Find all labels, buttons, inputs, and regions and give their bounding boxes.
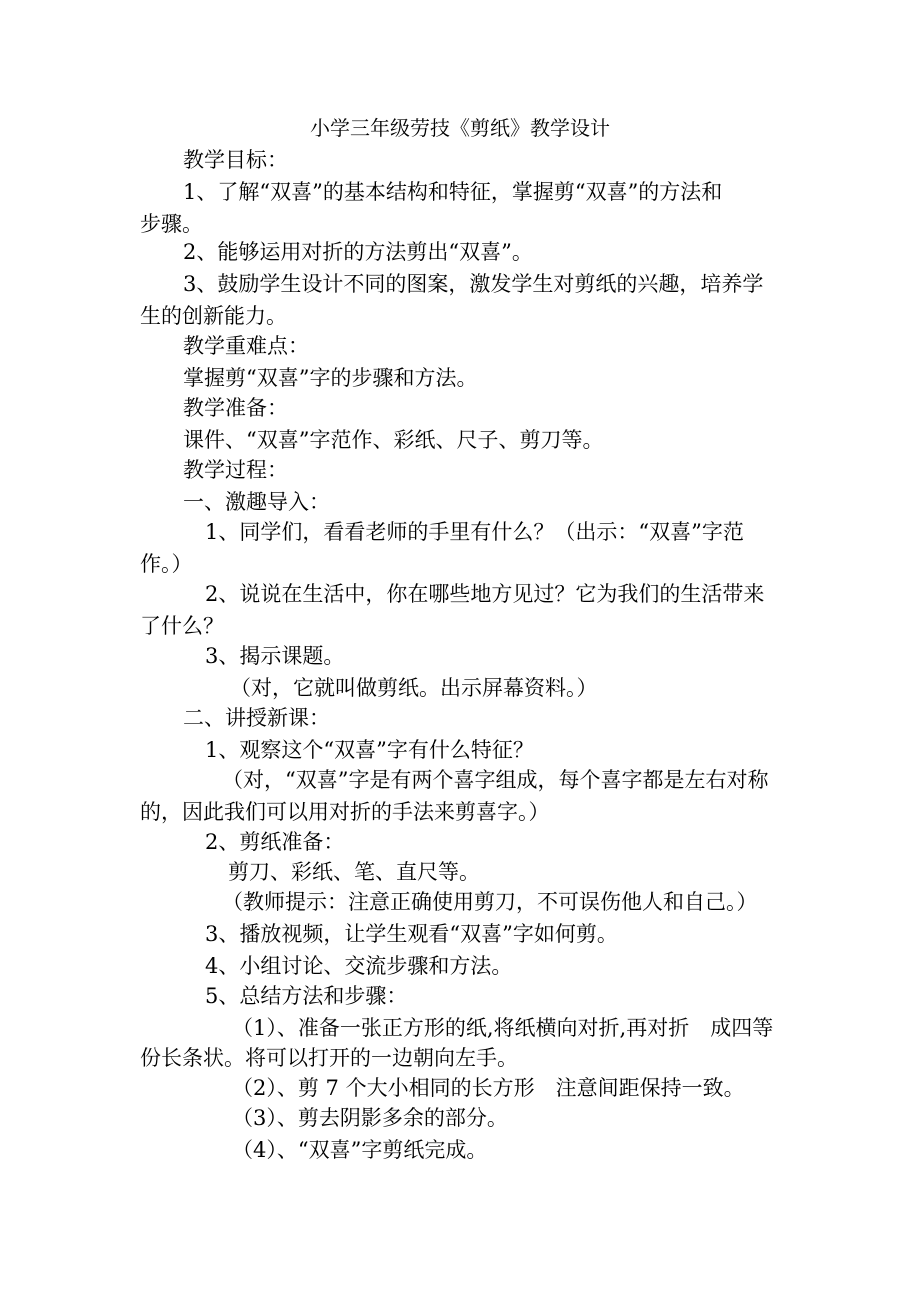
paragraph-line: 3、鼓励学生设计不同的图案，激发学生对剪纸的兴趣，培养学	[183, 272, 764, 296]
paragraph-line: 份长条状。将可以打开的一边朝向左手。	[140, 1046, 518, 1070]
paragraph-line: 3、揭示课题。	[205, 644, 345, 668]
paragraph-line: 课件、“双喜”字范作、彩纸、尺子、剪刀等。	[183, 428, 604, 452]
paragraph-line: 1、同学们，看看老师的手里有什么？（出示：“双喜”字范	[205, 520, 744, 544]
paragraph-line: （2）、剪 7 个大小相同的长方形 注意间距保持一致。	[232, 1076, 745, 1100]
paragraph-line: 步骤。	[140, 212, 203, 236]
paragraph-line: 5、总结方法和步骤：	[205, 984, 408, 1008]
paragraph-line: 生的创新能力。	[140, 304, 287, 328]
paragraph-line: （4）、“双喜”字剪纸完成。	[232, 1138, 488, 1162]
section-heading-process: 教学过程：	[183, 458, 288, 482]
subsection-heading: 二、讲授新课：	[183, 706, 330, 730]
paragraph-line: 1、观察这个“双喜”字有什么特征？	[205, 738, 534, 762]
paragraph-line: 掌握剪“双喜”字的步骤和方法。	[183, 366, 478, 390]
paragraph-line: （1）、准备一张正方形的纸,将纸横向对折,再对折 成四等	[232, 1016, 774, 1040]
paragraph-line: 3、播放视频，让学生观看“双喜”字如何剪。	[205, 922, 618, 946]
paragraph-line: 1、了解“双喜”的基本结构和特征，掌握剪“双喜”的方法和	[183, 180, 723, 204]
paragraph-line: 2、说说在生活中，你在哪些地方见过？它为我们的生活带来	[205, 582, 765, 606]
paragraph-line: 的，因此我们可以用对折的手法来剪喜字。）	[140, 800, 550, 824]
section-heading-key-points: 教学重难点：	[183, 334, 309, 358]
paragraph-line: （教师提示：注意正确使用剪刀，不可误伤他人和自己。）	[222, 890, 758, 914]
paragraph-line: 剪刀、彩纸、笔、直尺等。	[228, 860, 480, 884]
paragraph-line: （3）、剪去阴影多余的部分。	[232, 1106, 508, 1130]
paragraph-line: 了什么？	[140, 614, 224, 638]
subsection-heading: 一、激趣导入：	[183, 490, 330, 514]
paragraph-line: 2、剪纸准备：	[205, 830, 345, 854]
paragraph-line: 作。）	[140, 552, 193, 576]
paragraph-line: （对，“双喜”字是有两个喜字组成，每个喜字都是左右对称	[222, 768, 769, 792]
paragraph-line: 2、能够运用对折的方法剪出“双喜”。	[183, 240, 533, 264]
section-heading-objectives: 教学目标：	[183, 148, 288, 172]
document-title: 小学三年级劳技《剪纸》教学设计	[310, 116, 610, 140]
paragraph-line: （对，它就叫做剪纸。出示屏幕资料。）	[230, 676, 598, 700]
paragraph-line: 4、小组讨论、交流步骤和方法。	[205, 954, 513, 978]
section-heading-preparation: 教学准备：	[183, 396, 288, 420]
